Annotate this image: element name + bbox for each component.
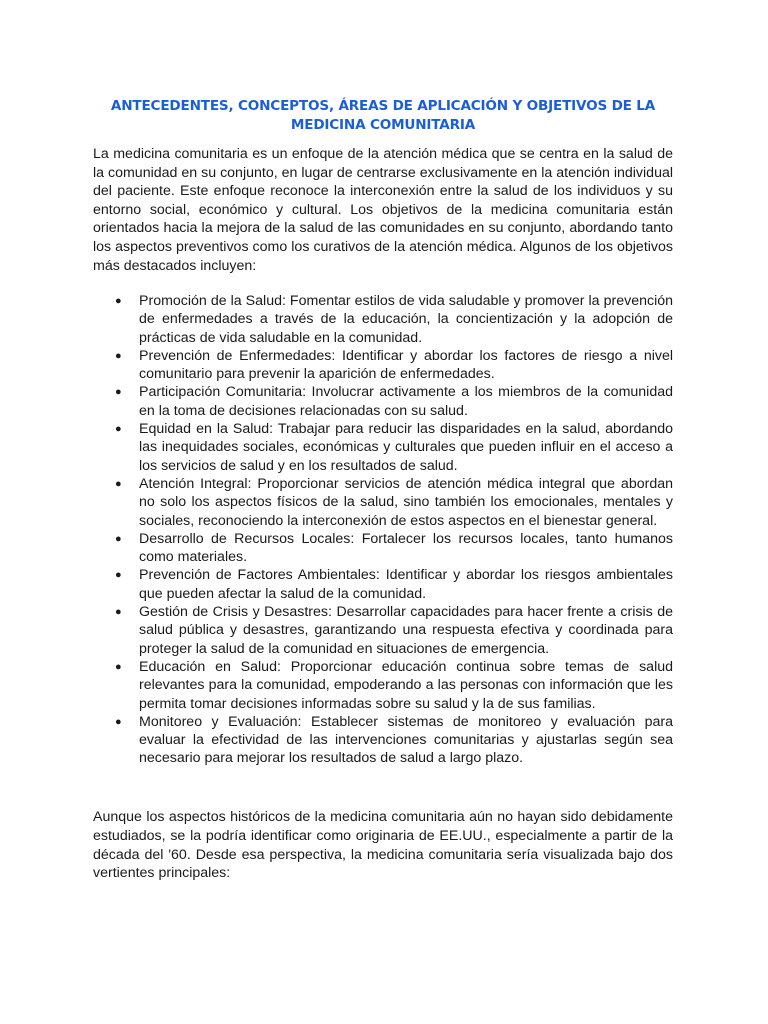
list-item-text: Gestión de Crisis y Desastres: Desarrollar capacidades para hacer frente a crisis de salud pública y desastres, garantizando una respuesta efectiva y coordinada para proteger la salud de la comunidad en situaciones de emergencia. xyxy=(139,604,673,657)
bullet-icon: ● xyxy=(115,386,122,399)
bullet-icon: ● xyxy=(115,423,122,436)
list-item xyxy=(93,292,673,347)
list-item xyxy=(93,658,673,713)
list-item-text: Participación Comunitaria: Involucrar activamente a los miembros de la comunidad en la toma de decisiones relacionadas con su salud. xyxy=(139,384,673,419)
intro-paragraph: La medicina comunitaria es un enfoque de la atención médica que se centra en la salud de la comunidad en su conjunto, en lugar de centrarse exclusivamente en la atención individual del paciente. Este enfoque reconoce la interconexión entre la salud de los individuos y su entorno social, económico y cultural. Los objetivos de la medicina comunitaria están orientados hacia la mejora de la salud de las comunidades en su conjunto, abordando tanto los aspectos preventivos como los curativos de la atención médica. Algunos de los objetivos más destacados incluyen: xyxy=(93,146,673,274)
bullet-icon: ● xyxy=(115,715,122,728)
list-item-text: Prevención de Factores Ambientales: Identificar y abordar los riesgos ambientales que pueden afectar la salud de la comunidad. xyxy=(139,567,673,602)
document-title: ANTECEDENTES, CONCEPTOS, ÁREAS DE APLICACIÓN Y OBJETIVOS DE LA MEDICINA COMUNITARIA xyxy=(110,98,656,134)
outro-paragraph: Aunque los aspectos históricos de la medicina comunitaria aún no hayan sido debidamente estudiados, se la podría identificar como originaria de EE.UU., especialmente a partir de la década del '60. Desde esa perspectiva, la medicina comunitaria sería visualizada bajo dos vertientes principales: xyxy=(93,809,673,882)
list-item xyxy=(93,347,673,384)
bullet-icon: ● xyxy=(115,295,122,307)
bullet-icon: ● xyxy=(115,477,122,490)
list-item xyxy=(93,530,673,567)
list-item-text: Desarrollo de Recursos Locales: Fortalecer los recursos locales, tanto humanos como materiales. xyxy=(139,530,673,566)
list-item-text: Atención Integral: Proporcionar servicios de atención médica integral que abordan no solo los aspectos físicos de la salud, sino también los emocionales, mentales y sociales, reconociendo la interconexión de estos aspectos en el bienestar general. xyxy=(139,475,673,529)
objectives-list xyxy=(93,292,673,768)
bullet-icon: ● xyxy=(115,349,122,362)
bullet-icon: ● xyxy=(115,660,122,673)
list-item xyxy=(93,713,673,768)
list-item xyxy=(93,420,673,475)
list-item-text: Prevención de Enfermedades: Identificar y abordar los factores de riesgo a nivel comunitario para prevenir la aparición de enfermedades. xyxy=(139,347,673,383)
bullet-icon: ● xyxy=(115,606,122,619)
bullet-icon: ● xyxy=(115,532,122,545)
list-item-text: Educación en Salud: Proporcionar educación continua sobre temas de salud relevantes para la comunidad, empoderando a las personas con información que les permita tomar decisiones informadas sobre su salud y la de sus familias. xyxy=(139,658,673,712)
list-item-text: Equidad en la Salud: Trabajar para reducir las disparidades en la salud, abordando las inequidades sociales, económicas y culturales que pueden influir en el acceso a los servicios de salud y en los resultados de salud. xyxy=(139,421,673,474)
list-item xyxy=(93,566,673,603)
list-item-text: Monitoreo y Evaluación: Establecer sistemas de monitoreo y evaluación para evaluar la efectividad de las intervenciones comunitarias y ajustarlas según sea necesario para mejorar los resultados de salud a largo plazo. xyxy=(139,713,673,767)
bullet-icon: ● xyxy=(115,569,122,582)
list-item xyxy=(93,603,673,658)
list-item xyxy=(93,475,673,530)
list-item-text: Promoción de la Salud: Fomentar estilos de vida saludable y promover la prevención de enfermedades a través de la educación, la concientización y la adopción de prácticas de vida saludable en la comunidad. xyxy=(139,293,673,346)
list-item xyxy=(93,383,673,420)
